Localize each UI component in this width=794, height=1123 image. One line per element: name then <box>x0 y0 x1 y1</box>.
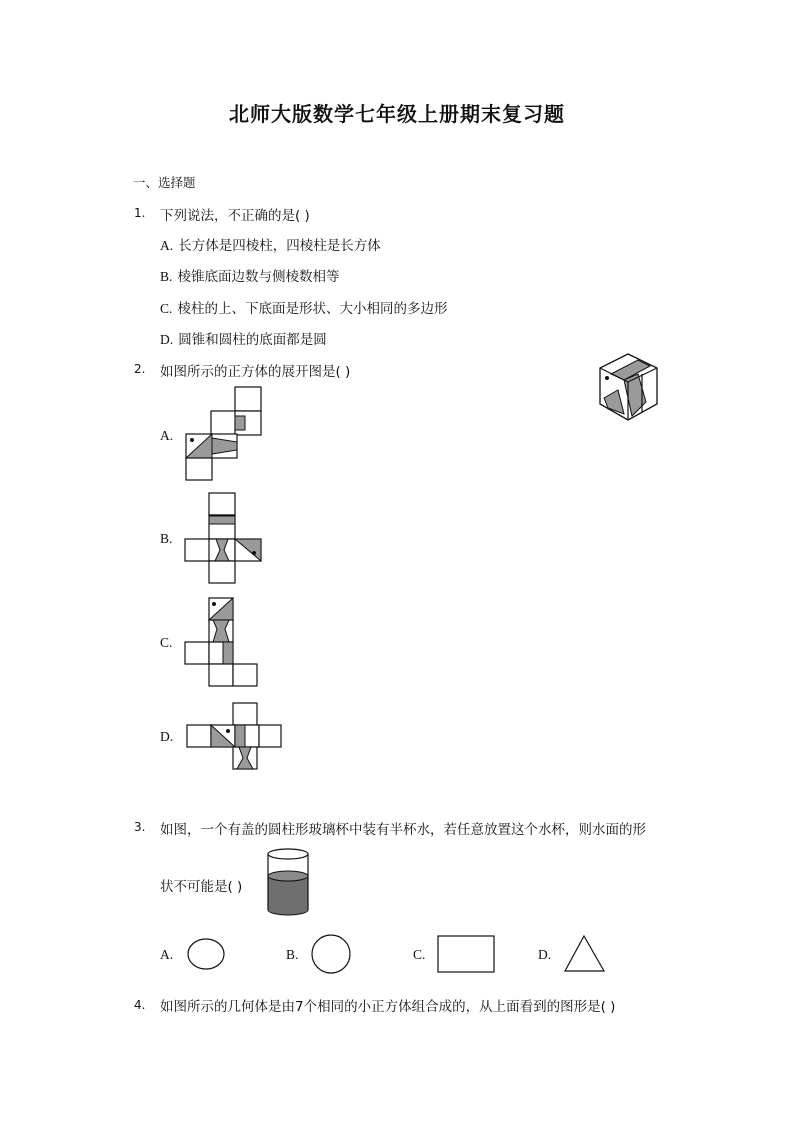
question-number: 2. <box>134 362 146 376</box>
page-title: 北师大版数学七年级上册期末复习题 <box>229 102 565 126</box>
option-a[interactable] <box>160 234 381 254</box>
option-a-label[interactable]: A. <box>160 428 174 443</box>
option-label: B. <box>160 269 173 284</box>
question-stem: 如图所示的正方体的展开图是( ) <box>160 364 351 380</box>
ellipse-option-icon[interactable] <box>186 937 228 971</box>
net-option-c[interactable] <box>183 597 265 689</box>
option-b-label[interactable]: B. <box>160 531 173 546</box>
rectangle-option-icon[interactable] <box>437 935 497 975</box>
question-number: 4. <box>134 998 146 1012</box>
option-a-label[interactable]: A. <box>160 947 174 962</box>
option-text: 棱柱的上、下底面是形状、大小相同的多边形 <box>177 301 448 317</box>
option-c-label[interactable]: C. <box>413 947 426 962</box>
option-b[interactable] <box>160 265 339 285</box>
option-d[interactable] <box>160 328 327 348</box>
question-number: 1. <box>134 206 146 220</box>
option-label: A. <box>160 238 174 253</box>
cube-figure <box>598 352 662 422</box>
option-text: 圆锥和圆柱的底面都是圆 <box>178 332 327 348</box>
question-stem-continued: 状不可能是( ) <box>160 879 243 895</box>
option-text: 长方体是四棱柱，四棱柱是长方体 <box>178 238 381 254</box>
option-label: C. <box>160 301 173 316</box>
question-stem: 如图所示的几何体是由7个相同的小正方体组合成的，从上面看到的图形是( ) <box>160 999 616 1015</box>
triangle-option-icon[interactable] <box>563 934 607 974</box>
question-number: 3. <box>134 820 146 834</box>
option-b-label[interactable]: B. <box>286 947 299 962</box>
option-c-label[interactable]: C. <box>160 635 173 650</box>
net-option-d[interactable] <box>185 702 285 772</box>
net-option-b[interactable] <box>183 492 265 586</box>
option-d-label[interactable]: D. <box>160 729 174 744</box>
question-stem: 下列说法，不正确的是( ) <box>160 208 310 224</box>
net-option-a[interactable] <box>183 386 265 482</box>
circle-option-icon[interactable] <box>311 934 353 974</box>
option-c[interactable] <box>160 297 447 317</box>
section-heading: 一、选择题 <box>133 175 196 190</box>
option-d-label[interactable]: D. <box>538 947 552 962</box>
option-label: D. <box>160 332 174 347</box>
question-stem: 如图，一个有盖的圆柱形玻璃杯中装有半杯水，若任意放置这个水杯，则水面的形 <box>160 822 646 838</box>
glass-cylinder-figure <box>266 846 310 918</box>
option-text: 棱锥底面边数与侧棱数相等 <box>177 269 340 285</box>
